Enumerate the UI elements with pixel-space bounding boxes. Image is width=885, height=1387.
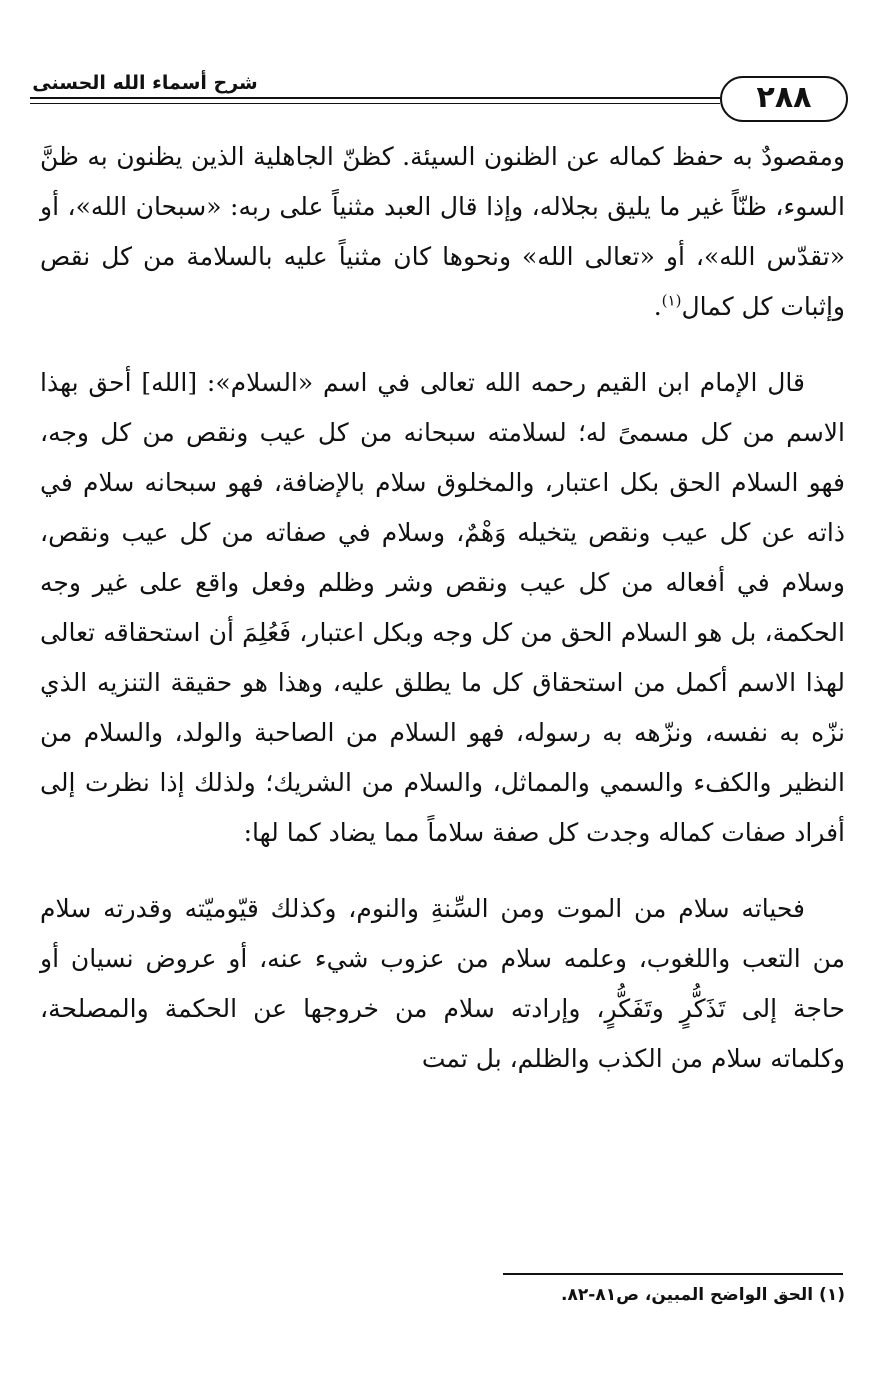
header-rule-thin: [30, 103, 720, 104]
footnote-separator: [503, 1273, 843, 1275]
page-number: ٢٨٨: [720, 76, 848, 122]
footnote: (١) الحق الواضح المبين، ص٨١-٨٢.: [561, 1285, 845, 1305]
book-title: شرح أسماء الله الحسنى: [32, 72, 258, 94]
paragraph-2: قال الإمام ابن القيم رحمه الله تعالى في اسم «السلام»: [الله] أحق بهذا الاسم من كل مسمىً له؛ لسلامته سبحانه من كل عيب ونقص من كل وجه، فهو السلام الحق بكل اعتبار، والمخلوق سلام بالإضافة، فهو سبحانه سلام في ذاته عن كل عيب ونقص يتخيله وَهْمٌ، وسلام في صفاته من كل عيب ونقص، وسلام في أفعاله من كل عيب ونقص وشر وظلم وفعل واقع على غير وجه الحكمة، بل هو السلام الحق من كل وجه وبكل اعتبار، فَعُلِمَ أن استحقاقه تعالى لهذا الاسم أكمل من استحقاق كل ما يطلق عليه، وهذا هو حقيقة التنزيه الذي نزّه به نفسه، ونزّهه به رسوله، فهو السلام من الصاحبة والولد، والسلام من النظير والكفء والسمي والمماثل، والسلام من الشريك؛ ولذلك إذا نظرت إلى أفراد صفات كماله وجدت كل صفة سلاماً مما يضاد كما لها:: [40, 368, 845, 847]
page-header: [0, 60, 885, 130]
page-body: [40, 132, 845, 1084]
paragraph-1: [40, 132, 845, 332]
header-rule: [30, 97, 720, 99]
footnote-reference: (١): [661, 291, 682, 310]
paragraph-3: فحياته سلام من الموت ومن السِّنةِ والنوم، وكذلك قيّوميّته وقدرته سلام من التعب واللغوب، وعلمه سلام من عزوب شيء عنه، أو عروض نسيان أو حاجة إلى تَذَكُّرٍ وتَفَكُّرٍ، وإرادته سلام من خروجها عن الحكمة والمصلحة، وكلماته سلام من الكذب والظلم، بل تمت: [40, 894, 845, 1073]
paragraph-1-end: .: [653, 292, 662, 321]
paragraph-1-text: ومقصودٌ به حفظ كماله عن الظنون السيئة. كظنّ الجاهلية الذين يظنون به ظنَّ السوء، ظنّاً غير ما يليق بجلاله، وإذا قال العبد مثنياً على ربه: «سبحان الله»، أو «تقدّس الله»، أو «تعالى الله» ونحوها كان مثنياً عليه بالسلامة من كل نقص وإثبات كل كمال: [40, 142, 845, 321]
